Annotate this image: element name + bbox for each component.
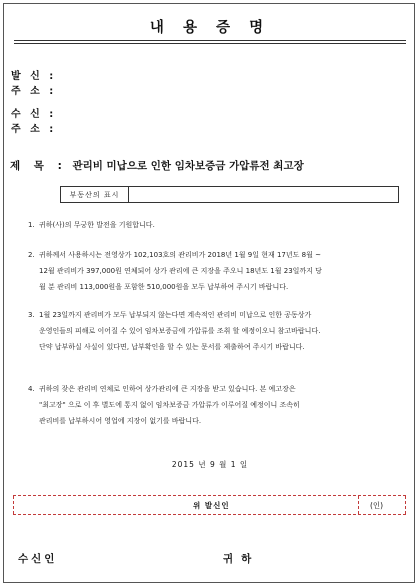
subject-label: 제 목 : bbox=[10, 160, 67, 172]
subject-text: 관리비 미납으로 인한 임차보증금 가압류전 최고장 bbox=[72, 160, 304, 172]
paragraph-1 bbox=[28, 217, 410, 233]
paragraph-line: 귀하(사)의 무궁한 발전을 기원합니다. bbox=[39, 221, 155, 229]
document-date: 2015 년 9 월 1 일 bbox=[171, 460, 249, 469]
paragraph-line: 관리비를 납부하시어 영업에 지장이 없기를 바랍니다. bbox=[39, 417, 202, 425]
recipient-address-label: 주 소 : bbox=[11, 124, 57, 135]
paragraph-line: 귀하께서 사용하시는 전영상가 102,103호의 관리비가 2018년 1월 9일 현재 17년도 8월 ~ bbox=[39, 251, 321, 259]
property-label: 부동산의 표시 bbox=[61, 187, 129, 202]
sender-signature-box bbox=[13, 495, 406, 515]
property-value bbox=[129, 187, 398, 202]
paragraph-number: 1. bbox=[28, 221, 35, 229]
recipient-name-label: 수 신 : bbox=[11, 109, 57, 120]
paragraph-number: 3. bbox=[28, 311, 35, 319]
paragraph-3 bbox=[28, 307, 410, 355]
recipient-footer: 수신인 bbox=[18, 553, 58, 565]
box-divider bbox=[358, 496, 359, 514]
paragraph-line: 단약 납부하실 사실이 있다면, 납부확인을 할 수 있는 문서를 제출하여 주시기 바랍니다. bbox=[39, 343, 305, 351]
box-divider bbox=[13, 496, 14, 514]
document-title: 내 용 증 명 bbox=[149, 20, 271, 36]
seal-mark: (인) bbox=[370, 501, 384, 510]
sender-signature-label: 위 발신인 bbox=[193, 501, 230, 510]
paragraph-line: 1월 23일까지 관리비가 모두 납부되지 않는다면 계속적인 관리비 미납으로 인한 공동상가 bbox=[39, 311, 312, 319]
sender-name-label: 발 신 : bbox=[11, 71, 57, 82]
title-underline-top bbox=[14, 40, 406, 41]
paragraph-4 bbox=[28, 381, 410, 429]
subject-line bbox=[10, 158, 410, 173]
paragraph-line: "최고장" 으로 이 후 별도에 통지 없이 임차보증금 가압류가 이루어질 예정이니 조속히 bbox=[39, 401, 300, 409]
paragraph-2 bbox=[28, 247, 410, 295]
paragraph-line: 운영인들의 피해로 이어질 수 있어 임차보증금에 가압류를 조취 할 예정이오니 참고바랍니다. bbox=[39, 327, 321, 335]
paragraph-number: 2. bbox=[28, 251, 35, 259]
paragraph-line: 월 분 관리비 113,000원을 포함한 510,000원을 모두 납부하여 주시기 바랍니다. bbox=[39, 283, 289, 291]
honorific-footer: 귀하 bbox=[223, 553, 260, 565]
paragraph-line: 귀하의 잦은 관리비 연체로 인하여 상가관리에 큰 지장을 받고 있습니다. 본 예고장은 bbox=[39, 385, 296, 393]
box-divider bbox=[405, 496, 406, 514]
title-underline-bottom bbox=[14, 43, 406, 44]
paragraph-number: 4. bbox=[28, 385, 35, 393]
property-description-box bbox=[60, 186, 399, 203]
sender-address-label: 주 소 : bbox=[11, 86, 57, 97]
paragraph-line: 12월 관리비가 397,000원 연체되어 상가 관리에 큰 지장을 주오니 18년도 1월 23일까지 당 bbox=[39, 267, 322, 275]
